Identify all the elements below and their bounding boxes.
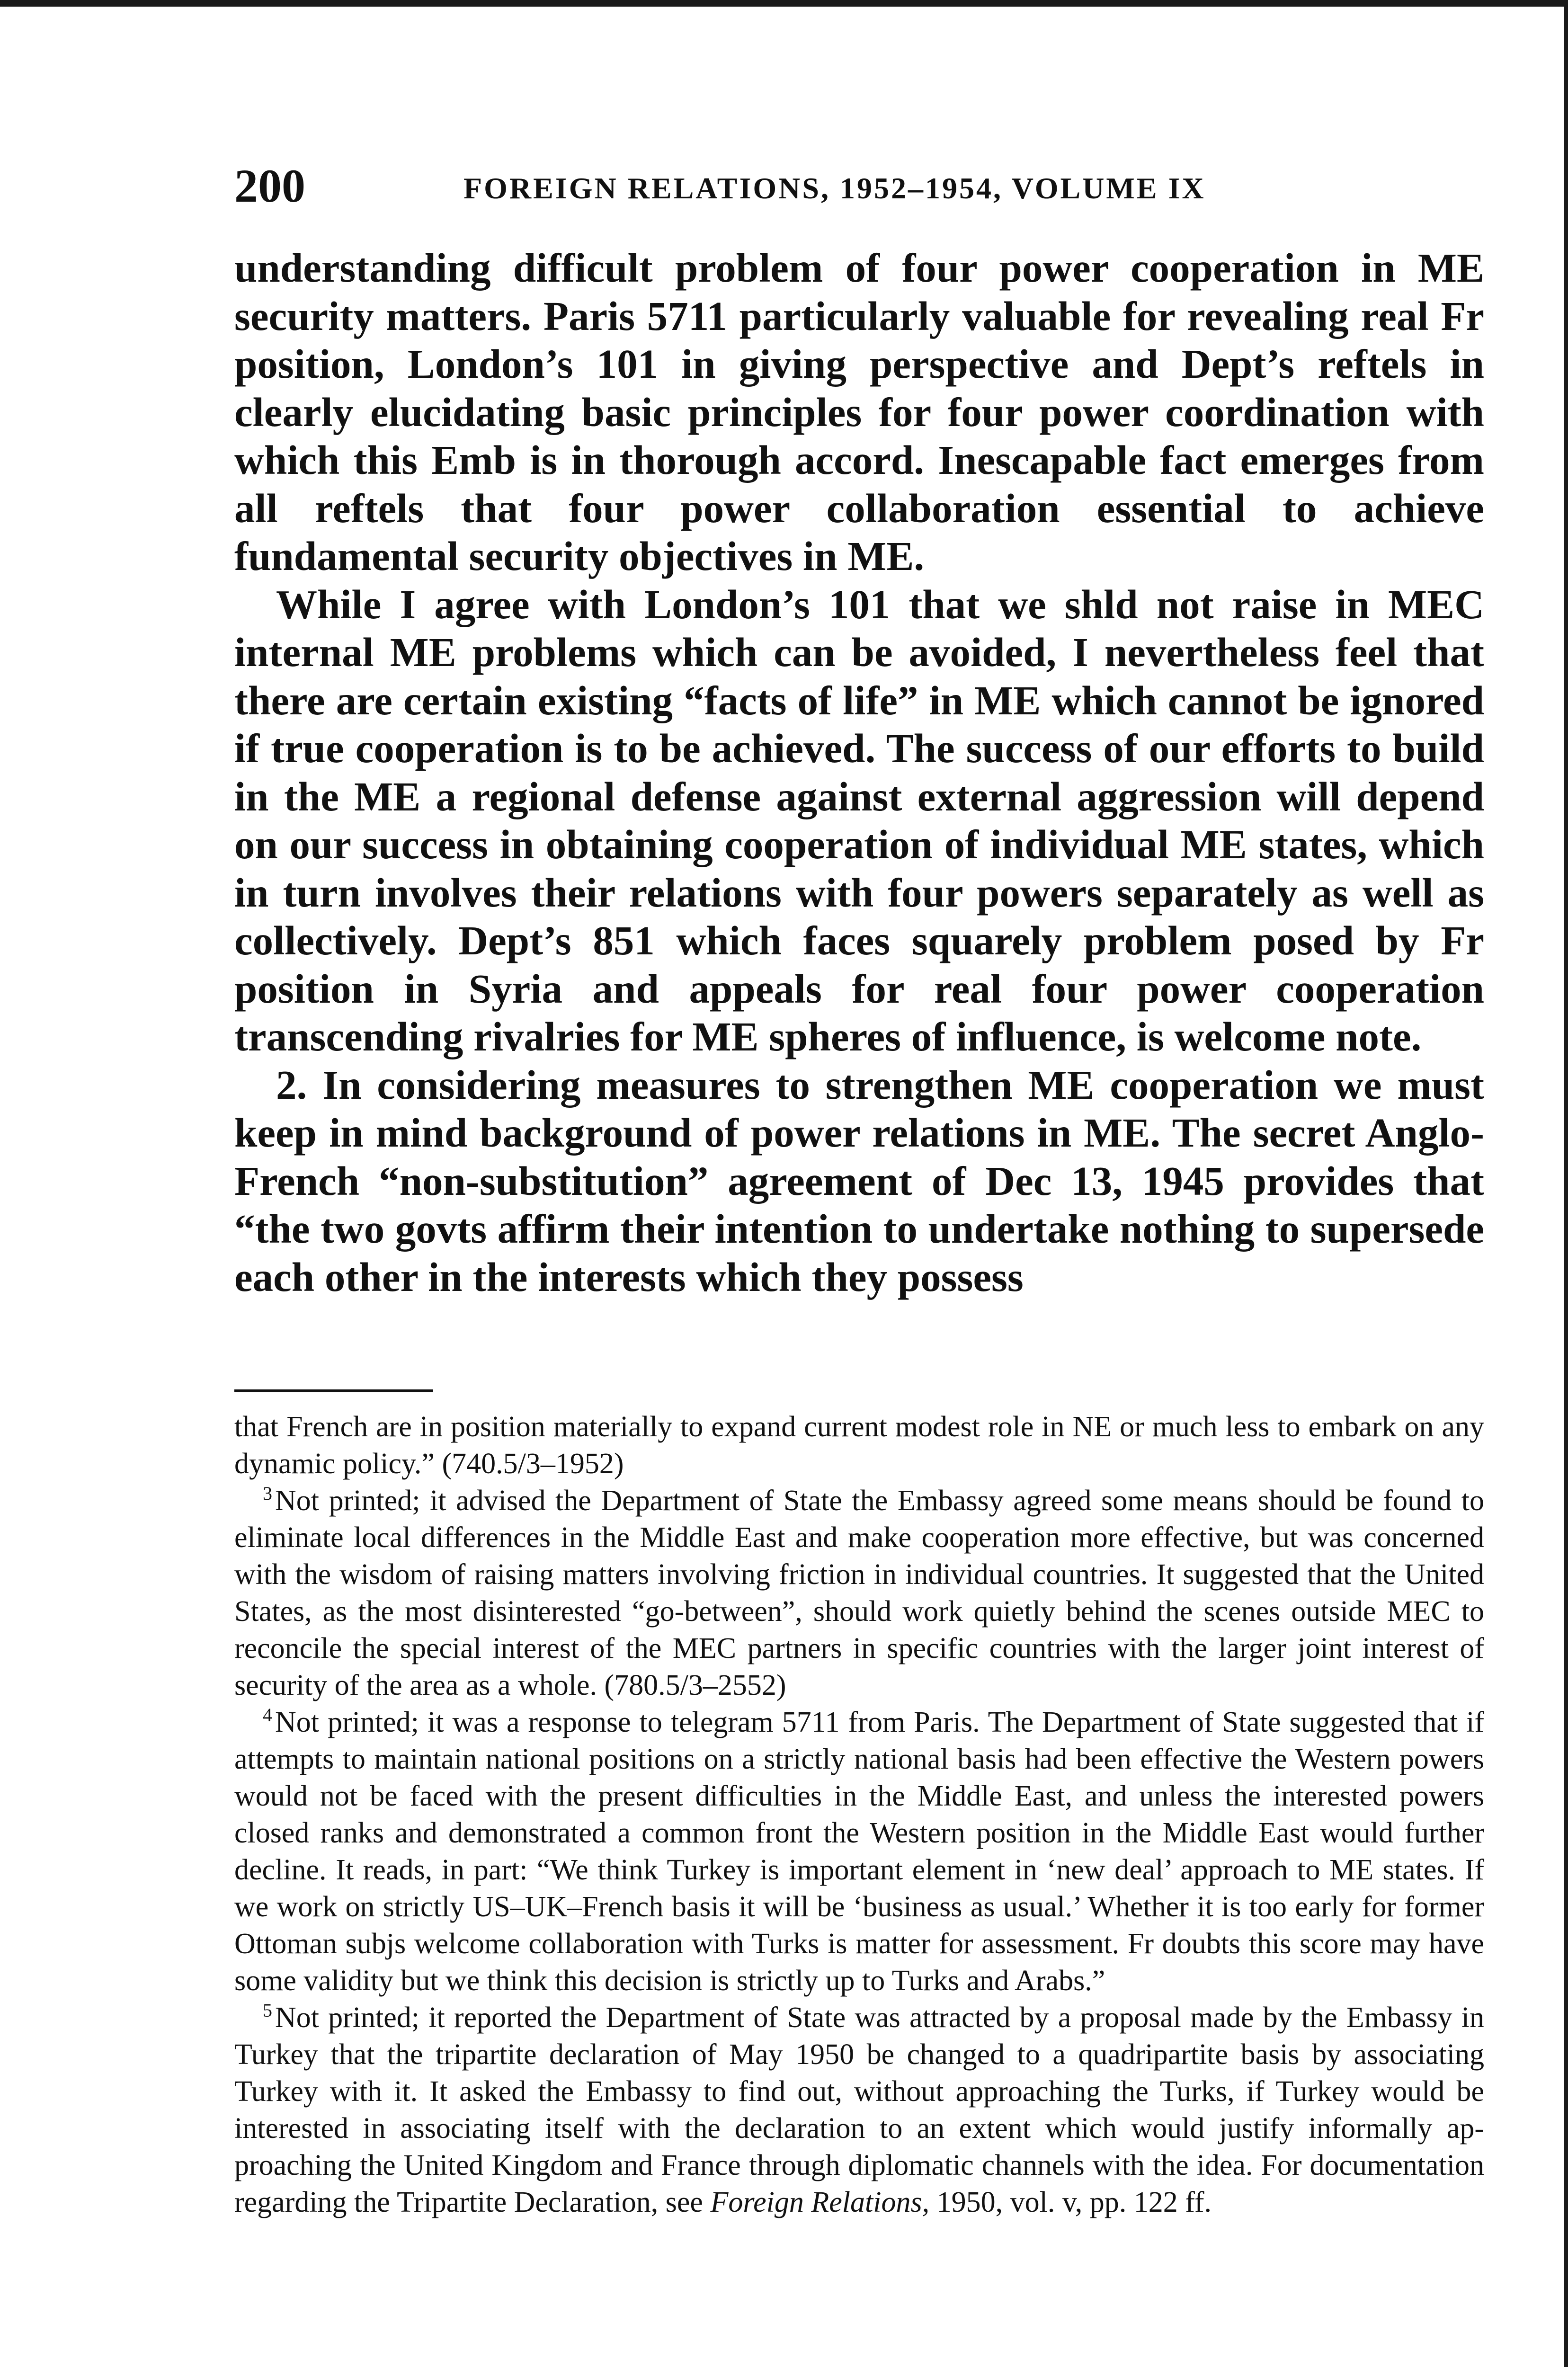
footnote-4 (234, 1704, 1484, 1999)
paragraph-2-power-relations: 2. In considering measures to strengthen ME cooperation we must keep in mind background of power relations in ME. The secret Anglo-French “non-substitution” agreement of Dec 13, 1945 provides that “the two govts affirm their intention to undertake nothing to supersede each other in the interests which they possess (234, 1061, 1484, 1300)
volume-title: FOREIGN RELATIONS, 1952–1954, VOLUME IX (463, 171, 1206, 205)
footnote-4-marker: 4 (263, 1704, 272, 1726)
scan-edge-top (0, 0, 1568, 7)
footnote-continued: that French are in position materially to expand current modest role in NE or much less to embark on any dynamic policy.” (740.5/3–1952) (234, 1411, 1484, 1480)
footnote-3-marker: 3 (263, 1483, 272, 1504)
paragraph-facts-of-life: While I agree with London’s 101 that we shld not raise in MEC internal ME problems which can be avoided, I nevertheless feel that there are certain existing “facts of life” in ME which cannot be ignored if true cooperation is to be achieved. The success of our efforts to build in the ME a regional defense against external aggression will depend on our success in obtaining cooperation of individual ME states, which in turn involves their relations with four powers separately as well as collectively. Dept’s 851 which faces squarely problem posed by Fr position in Syria and appeals for real four power cooperation transcending rivalries for ME spheres of influence, is welcome note. (234, 581, 1484, 1059)
scan-edge-right (1564, 0, 1568, 2367)
footnote-5-citation-tail: 1950, vol. v, pp. 122 ff. (936, 2186, 1212, 2218)
footnote-5-marker: 5 (263, 2000, 272, 2021)
footnote-5-citation-title: Foreign Relations, (710, 2186, 930, 2218)
footnote-3 (234, 1482, 1484, 1704)
footnotes (234, 1408, 1484, 2221)
body-text (234, 244, 1484, 1301)
footnote-4-text: Not printed; it was a response to telegram 5711 from Paris. The Department of State suggested that if attempts to maintain national positions on a strictly national basis had been effective the Western powers would not be faced with the present difficulties in the Middle East, and unless the interested powers closed ranks and demonstrated a common front the Western position in the Middle East would further decline. It reads, in part: “We think Turkey is important element in ‘new deal’ approach to ME states. If we work on strictly US–UK–French basis it will be ‘business as usual.’ Whether it is too early for former Ottoman subjs welcome collaboration with Turks is matter for assessment. Fr doubts this score may have some validity but we think this decision is strictly up to Turks and Arabs.” (234, 1706, 1484, 1997)
footnote-3-text: Not printed; it advised the Department of State the Embassy agreed some means should be found to eliminate local differences in the Middle East and make cooperation more effective, but was concerned with the wisdom of raising matters involving friction in individual countries. It suggested that the United States, as the most disinterested “go-between”, should work quietly behind the scenes outside MEC to reconcile the special interest of the MEC partners in specific countries with the larger joint interest of security of the area as a whole. (780.5/3–2552) (234, 1485, 1484, 1701)
footnote-5 (234, 1999, 1484, 2221)
running-head (234, 160, 1484, 212)
page-number: 200 (234, 160, 305, 212)
paragraph-continued: understanding difficult problem of four power cooperation in ME security matters. Paris 5711 particularly valuable for revealing real Fr position, London’s 101 in giving perspective and Dept’s reftels in clearly elucidating basic principles for four power coordination with which this Emb is in thorough accord. Inescapable fact emerges from all reftels that four power collaboration essential to achieve fundamental security objectives in ME. (234, 245, 1484, 579)
footnote-rule (234, 1389, 433, 1392)
footnote-5-text: Not printed; it reported the Department of State was attracted by a proposal made by the Embassy in Turkey that the tripartite declaration of May 1950 be changed to a quadripartite basis by associating Turkey with it. It asked the Embassy to find out, without approaching the Turks, if Turkey would be interested in associating itself with the declaration to an extent which would justify informally approaching the United Kingdom and France through diplomatic channels with the idea. For documentation regarding the Tripartite Declaration, see (234, 2002, 1484, 2218)
